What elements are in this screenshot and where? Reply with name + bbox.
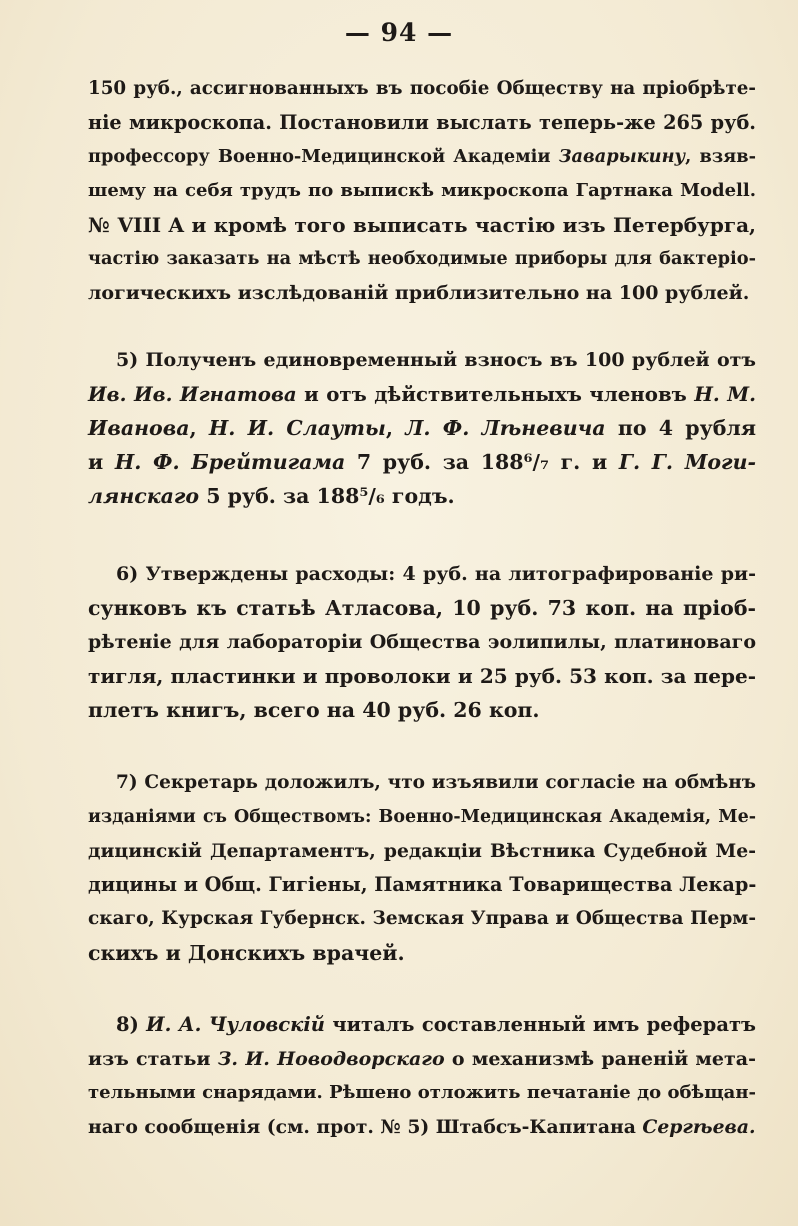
text-line <box>88 1110 756 1144</box>
text-segment: изъ статьи <box>88 1048 218 1070</box>
person-name: Заварыкину <box>558 146 686 167</box>
text-line <box>88 1008 756 1042</box>
page-number: — 94 — <box>344 18 454 47</box>
person-name: Н. М. <box>694 382 756 406</box>
text-line: скаго, Курская Губернск. Земская Управа и Общества Перм- <box>88 908 756 929</box>
text-line: № VIII A и кромѣ того выписать частію изъ Петербурга, <box>88 213 756 237</box>
text-segment: профессору Военно-Медицинской Академіи <box>88 146 559 167</box>
text-segment: читалъ составленный имъ рефератъ <box>324 1013 756 1036</box>
person-name: Иванова <box>88 416 190 440</box>
text-segment: , <box>189 416 209 440</box>
paragraph-item-8 <box>88 1008 756 1144</box>
person-name: Сергѣева. <box>642 1116 756 1138</box>
text-segment: 5 руб. за 188⁵/₆ годъ. <box>199 484 455 508</box>
person-name: И. А. Чуловскій <box>146 1013 325 1036</box>
person-name: З. И. Новодворскаго <box>217 1048 445 1070</box>
text-line: тельными снарядами. Рѣшено отложить печатаніе до обѣщан- <box>88 1082 756 1103</box>
text-line: логическихъ изслѣдованій приблизительно на 100 рублей. <box>88 282 750 304</box>
text-line: шему на себя трудъ по выпискѣ микроскопа Гартнака Modell. <box>88 180 756 201</box>
text-line: дицинскій Департаментъ, редакціи Вѣстника Судебной Ме- <box>88 840 756 862</box>
text-line <box>88 479 756 513</box>
text-segment: 8) <box>116 1013 147 1036</box>
text-segment: по 4 рубля <box>605 416 757 440</box>
paragraph-budget <box>88 72 756 310</box>
paragraph-item-6 <box>88 557 756 727</box>
text-line: скихъ и Донскихъ врачей. <box>88 941 405 965</box>
text-line <box>88 411 756 445</box>
text-segment: , взяв- <box>685 146 756 167</box>
text-line: рѣтеніе для лабораторіи Общества эолипилы, платиноваго <box>88 631 756 653</box>
text-line: 6) Утверждены расходы: 4 руб. на литографированіе ри- <box>116 563 756 585</box>
text-segment: 7 руб. за 188⁶/₇ г. и <box>345 450 619 474</box>
paragraph-item-5 <box>88 343 756 513</box>
text-line <box>88 445 756 479</box>
text-line: 7) Секретарь доложилъ, что изъявили согласіе на обмѣнъ <box>116 772 756 793</box>
text-line <box>88 1042 756 1076</box>
text-line: дицины и Общ. Гигіены, Памятника Товарищества Лекар- <box>88 873 757 896</box>
person-name: Г. Г. Моги- <box>618 450 756 474</box>
person-name: Ив. Ив. Игнатова <box>88 382 297 406</box>
text-line <box>88 377 756 411</box>
text-line: тигля, пластинки и проволоки и 25 руб. 53 коп. за пере- <box>88 664 756 688</box>
text-line: изданіями съ Обществомъ: Военно-Медицинская Академія, Ме- <box>88 807 756 827</box>
person-name: Н. Ф. Брейтигама <box>114 450 346 474</box>
person-name: лянскаго <box>88 484 200 508</box>
text-line <box>88 140 756 174</box>
text-line: частію заказать на мѣстѣ необходимые приборы для бактеріо- <box>88 248 756 269</box>
paragraph-item-7 <box>88 766 756 970</box>
text-line: 150 руб., ассигнованныхъ въ пособіе Обществу на пріобрѣте- <box>88 78 756 99</box>
text-segment: и отъ дѣйствительныхъ членовъ <box>296 382 695 406</box>
text-segment: , <box>385 416 406 440</box>
person-name: Л. Ф. Лѣневича <box>405 416 606 440</box>
text-segment: наго сообщенія (см. прот. № 5) Штабсъ-Капитана <box>88 1116 643 1138</box>
text-segment: и <box>88 450 115 474</box>
text-line: сунковъ къ статьѣ Атласова, 10 руб. 73 коп. на пріоб- <box>88 596 756 620</box>
text-line: ніе микроскопа. Постановили выслать теперь-же 265 руб. <box>88 111 756 134</box>
text-line: 5) Полученъ единовременный взносъ въ 100 рублей отъ <box>116 349 756 371</box>
person-name: Н. И. Слауты <box>208 416 386 440</box>
text-segment: о механизмѣ раненій мета- <box>444 1048 756 1070</box>
text-line: плетъ книгъ, всего на 40 руб. 26 коп. <box>88 698 540 722</box>
